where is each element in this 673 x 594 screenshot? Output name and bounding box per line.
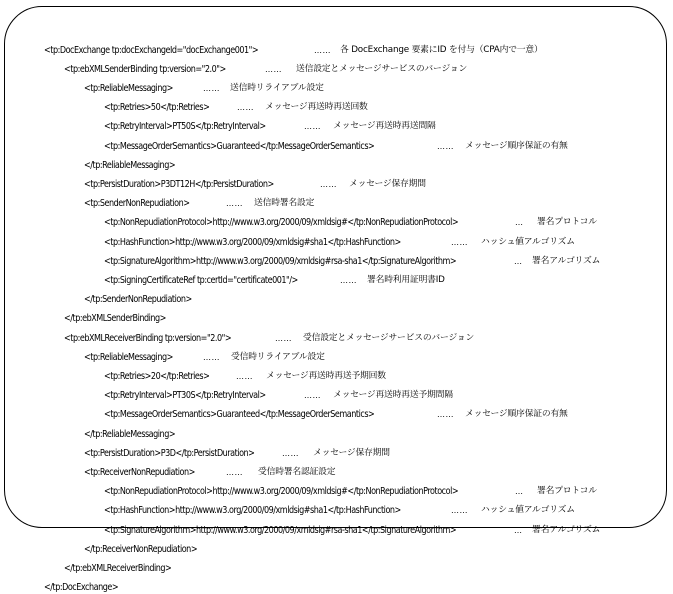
code-text: <tp:MessageOrderSemantics>Guaranteed</tp:MessageOrderSemantics> [104,409,375,421]
leader-dots: …… [340,275,357,285]
line-annotation: メッセージ順序保証の有無 [465,409,568,420]
code-line [104,120,292,133]
code-line [104,236,449,249]
line-annotation: 署名プロトコル [537,486,597,497]
code-line [64,63,252,76]
code-line [84,543,216,556]
code-text: <tp:SignatureAlgorithm>http://www.w3.org/2000/09/xmldsig#rsa-sha1</tp:SignatureAlgorithm> [104,524,457,536]
code-text: <tp:RetryInterval>PT50S</tp:RetryInterval> [104,121,266,133]
line-annotation: ハッシュ値アルゴリズム [481,236,575,247]
code-line [84,159,190,172]
leader-dots: …… [203,83,220,93]
code-line [104,389,292,402]
line-annotation: メッセージ再送時再送予期間隔 [333,390,453,401]
code-line [104,524,514,537]
leader-dots: …… [451,237,468,247]
code-line [104,408,418,421]
code-line [84,351,187,364]
code-line [84,447,282,460]
leader-dots: …… [282,448,299,458]
line-annotation: メッセージ順序保証の有無 [465,140,568,151]
code-line [84,197,207,210]
leader-dots: …… [437,410,454,420]
line-annotation: 署名プロトコル [537,217,597,228]
code-line [104,255,514,268]
code-line [84,466,213,479]
code-text: <tp:ReliableMessaging> [84,82,173,94]
line-annotation: 受信時リライアブル設定 [231,351,325,362]
line-annotation: 各 DocExchange 要素にID を付与（CPA内で一意） [340,44,543,55]
code-text: <tp:ReceiverNonRepudiation> [84,466,195,478]
line-annotation: 送信時署名設定 [254,198,315,209]
leader-dots: …… [265,64,282,74]
code-line [104,140,418,153]
leader-dots: …… [451,506,468,516]
code-line [64,332,258,345]
code-text: <tp:SigningCertificateRef tp:certId="certificate001"/> [104,274,298,286]
line-annotation: ハッシュ値アルゴリズム [481,505,575,516]
code-text: <tp:SignatureAlgorithm>http://www.w3.org/2000/09/xmldsig#rsa-sha1</tp:SignatureAlgorithm> [104,255,457,267]
line-annotation: 署名アルゴリズム [532,524,601,535]
code-line [64,312,183,325]
leader-dots: …… [203,352,220,362]
line-annotation: 送信時リライアブル設定 [230,82,324,93]
line-annotation: メッセージ保存期間 [349,178,426,189]
code-text: <tp:NonRepudiationProtocol>http://www.w3.org/2000/09/xmldsig#</tp:NonRepudiationProtocol> [104,217,459,229]
code-text: </tp:ebXMLReceiverBinding> [64,562,172,574]
leader-dots: … [515,487,524,497]
code-text: <tp:ebXMLSenderBinding tp:version="2.0"> [64,63,226,75]
code-text: <tp:Retries>50</tp:Retries> [104,102,210,114]
line-annotation: メッセージ再送時再送間隔 [333,121,436,132]
line-annotation: 署名時利用証明書ID [367,274,445,285]
code-text: </tp:ReceiverNonRepudiation> [84,543,198,555]
code-line [84,178,305,191]
code-text: <tp:NonRepudiationProtocol>http://www.w3.org/2000/09/xmldsig#</tp:NonRepudiationProtocol> [104,486,459,498]
leader-dots: …… [237,103,254,113]
leader-dots: …… [236,371,253,381]
leader-dots: …… [314,45,331,55]
code-text: <tp:RetryInterval>PT30S</tp:RetryInterval> [104,390,266,402]
code-text: <tp:PersistDuration>P3D</tp:PersistDuration> [84,447,255,459]
code-text: </tp:ebXMLSenderBinding> [64,313,166,325]
code-line [104,504,449,517]
code-text: <tp:HashFunction>http://www.w3.org/2000/09/xmldsig#sha1</tp:HashFunction> [104,505,401,517]
code-line [104,216,516,229]
leader-dots: … [515,218,524,228]
code-text: <tp:ReliableMessaging> [84,351,173,363]
code-text: <tp:Retries>20</tp:Retries> [104,370,210,382]
code-text: <tp:DocExchange tp:docExchangeId="docExchange001"> [44,44,259,56]
line-annotation: メッセージ再送時再送予期回数 [266,370,386,381]
leader-dots: …… [226,199,243,209]
code-text: <tp:MessageOrderSemantics>Guaranteed</tp:MessageOrderSemantics> [104,140,375,152]
leader-dots: …… [320,179,337,189]
leader-dots: … [514,525,523,535]
code-text: <tp:HashFunction>http://www.w3.org/2000/09/xmldsig#sha1</tp:HashFunction> [104,236,401,248]
code-line [44,581,130,594]
leader-dots: …… [437,141,454,151]
leader-dots: …… [304,391,321,401]
code-text: </tp:ReliableMessaging> [84,159,176,171]
code-line [104,370,227,383]
code-line [84,428,190,441]
line-annotation: 受信時署名認証設定 [258,466,336,477]
code-text: </tp:SenderNonRepudiation> [84,294,192,306]
line-annotation: 受信設定とメッセージサービスのバージョン [303,332,475,343]
code-line [104,485,516,498]
code-line [44,44,293,57]
code-line [84,82,187,95]
leader-dots: …… [226,467,243,477]
line-annotation: メッセージ再送時再送回数 [265,102,368,113]
leader-dots: … [514,256,523,266]
line-annotation: 送信設定とメッセージサービスのバージョン [296,63,468,74]
line-annotation: メッセージ保存期間 [313,447,390,458]
code-text: <tp:SenderNonRepudiation> [84,198,190,210]
code-text: <tp:PersistDuration>P3DT12H</tp:PersistDuration> [84,178,274,190]
leader-dots: …… [275,333,292,343]
code-line [84,293,209,306]
code-text: <tp:ebXMLReceiverBinding tp:version="2.0"> [64,332,232,344]
code-line [104,101,227,114]
code-line [104,274,329,287]
leader-dots: …… [304,122,321,132]
line-annotation: 署名アルゴリズム [532,255,601,266]
code-line [64,562,189,575]
code-text: </tp:DocExchange> [44,582,119,594]
code-text: </tp:ReliableMessaging> [84,428,176,440]
